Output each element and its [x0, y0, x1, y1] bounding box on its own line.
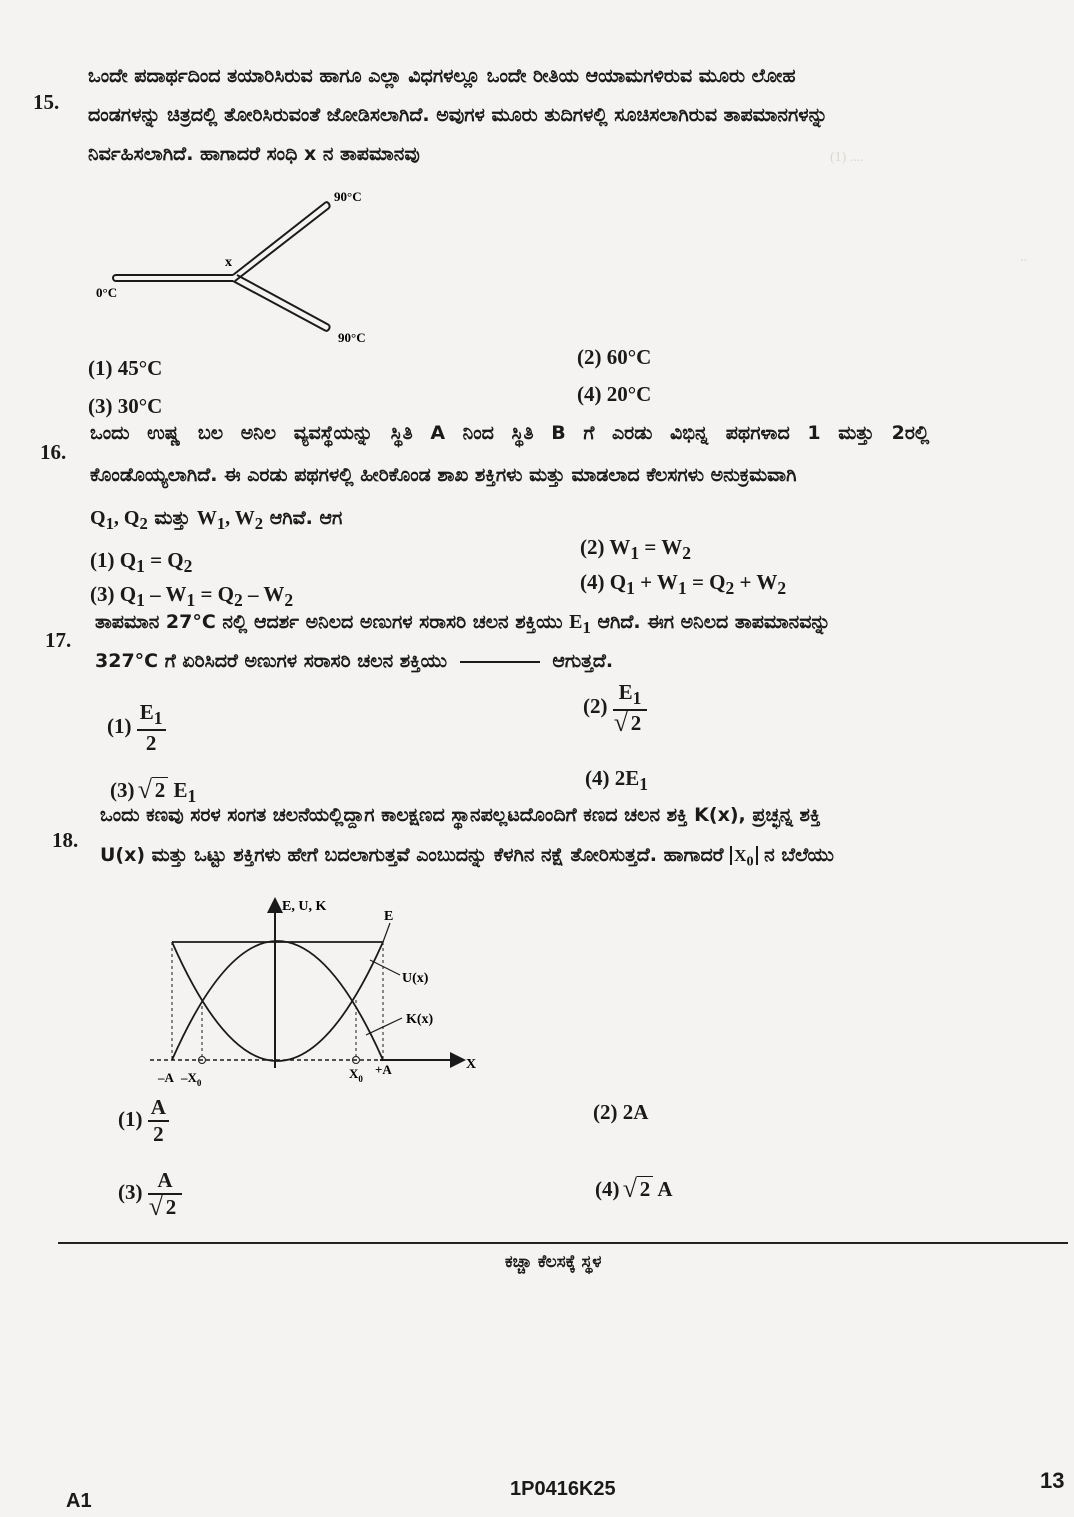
option-3[interactable]: (3) $Q_1 - W_1 = Q_2 - W_2$ — [90, 582, 294, 611]
option-4[interactable]: (4) 20°C — [577, 382, 652, 406]
option-4[interactable]: (4) √ 2 A — [595, 1177, 673, 1202]
option-3[interactable]: (3) A √ 2 — [118, 1168, 182, 1220]
tick-neg-x0: $-X_0$ — [181, 1070, 202, 1088]
total-energy-label: E — [384, 909, 394, 924]
option-1[interactable]: (1) $\frac{A}{2}$ — [118, 1095, 169, 1147]
potential-energy-curve — [172, 942, 383, 1061]
horizontal-rule — [58, 1242, 1068, 1244]
page-number: 13 — [1040, 1468, 1065, 1493]
option-1[interactable]: (1) $\frac{E_1}{2}$ — [107, 700, 166, 756]
question-text: ಒಂದು ಕಣವು ಸರಳ ಸಂಗತ ಚಲನೆಯಲ್ಲಿದ್ದಾಗ ಕಾಲಕ್ಷಣದ ಸ್ಥಾನಪಲ್ಲಟದೊಂದಿಗೆ ಕಣದ ಚಲನ ಶಕ್ತಿ K(x), ಪ್ರಚ್ಛನ್ನ ಶಕ್ತಿ — [100, 804, 821, 826]
tick-pos-a: +A — [375, 1062, 392, 1077]
option-3[interactable]: (3) √ 2 $E_1$ — [110, 778, 196, 807]
question-text: 327°C ಗೆ ಏರಿಸಿದರೆ ಅಣುಗಳ ಸರಾಸರಿ ಚಲನ ಶಕ್ತಿಯು ಆಗುತ್ತದೆ. — [95, 650, 614, 672]
question-text-with-symbols: $Q_1$, $Q_2$ ಮತ್ತು $W_1$, $W_2$ ಆಗಿವೆ. ಆಗ — [90, 507, 343, 533]
rod-junction-figure — [88, 180, 388, 350]
left-rod — [113, 275, 233, 281]
energy-displacement-graph — [150, 890, 500, 1090]
upper-rod — [233, 202, 330, 281]
question-text: ತಾಪಮಾನ 27°C ನಲ್ಲಿ ಆದರ್ಶ ಅನಿಲದ ಅಣುಗಳ ಸರಾಸರಿ ಚಲನ ಶಕ್ತಿಯು $E_1$ ಆಗಿದೆ. ಈಗ ಅನಿಲದ ತಾಪಮಾನವನ್ನು — [95, 611, 831, 637]
kinetic-energy-label: K(x) — [406, 1012, 434, 1027]
x-axis-label: X — [466, 1057, 477, 1072]
option-4[interactable]: (4) $2E_1$ — [585, 766, 648, 795]
option-4[interactable]: (4) $Q_1 + W_1 = Q_2 + W_2$ — [580, 570, 787, 599]
option-2[interactable]: (2) 60°C — [577, 345, 652, 369]
bleed-through-text: .. — [1020, 250, 1027, 265]
top-temp-label: 90°C — [334, 189, 362, 204]
bottom-temp-label: 90°C — [338, 330, 366, 345]
question-number: 15. — [33, 90, 60, 114]
footer-code: 1P0416K25 — [510, 1478, 616, 1500]
question-text: ಒಂದು ಉಷ್ಣ ಬಲ ಅನಿಲ ವ್ಯವಸ್ಥೆಯನ್ನು ಸ್ಥಿತಿ A ನಿಂದ ಸ್ಥಿತಿ B ಗೆ ಎರಡು ವಿಭಿನ್ನ ಪಥಗಳಾದ 1 ಮತ್ತು 2ರಲ್ಲಿ — [90, 422, 930, 444]
question-text: ನಿರ್ವಹಿಸಲಾಗಿದೆ. ಹಾಗಾದರೆ ಸಂಧಿ x ನ ತಾಪಮಾನವು — [88, 143, 420, 165]
bleed-through-text: (1) .... — [830, 150, 864, 165]
question-number: 18. — [52, 828, 79, 852]
kinetic-energy-curve — [172, 941, 383, 1060]
option-2[interactable]: (2) 2A — [593, 1100, 649, 1124]
question-text: ದಂಡಗಳನ್ನು ಚಿತ್ರದಲ್ಲಿ ತೋರಿಸಿರುವಂತೆ ಜೋಡಿಸಲಾಗಿದೆ. ಅವುಗಳ ಮೂರು ತುದಿಗಳಲ್ಲಿ ಸೂಚಿಸಲಾಗಿರುವ ತಾಪಮಾನಗಳನ್ನು — [88, 104, 828, 126]
option-2[interactable]: (2) $E_1$ √ 2 — [583, 680, 647, 736]
option-2[interactable]: (2) $W_1 = W_2$ — [580, 535, 691, 564]
rough-work-label: ಕಚ್ಚಾ ಕೆಲಸಕ್ಕೆ ಸ್ಥಳ — [505, 1252, 602, 1272]
question-number: 17. — [45, 628, 72, 652]
option-1[interactable]: (1) 45°C — [88, 356, 163, 380]
potential-energy-label: U(x) — [402, 971, 429, 986]
left-temp-label: 0°C — [96, 285, 118, 300]
tick-x0: $X_0$ — [349, 1066, 363, 1084]
question-text: ಒಂದೇ ಪದಾರ್ಥದಿಂದ ತಯಾರಿಸಿರುವ ಹಾಗೂ ಎಲ್ಲಾ ವಿಧಗಳಲ್ಲೂ ಒಂದೇ ರೀತಿಯ ಆಯಾಮಗಳಿರುವ ಮೂರು ಲೋಹ — [88, 65, 796, 87]
footer-version: A1 — [66, 1490, 92, 1512]
question-number: 16. — [40, 440, 67, 464]
junction-label: x — [225, 255, 232, 270]
option-3[interactable]: (3) 30°C — [88, 394, 163, 418]
tick-neg-a: –A — [158, 1070, 174, 1085]
option-1[interactable]: (1) $Q_1 = Q_2$ — [90, 548, 193, 577]
y-axis-label: E, U, K — [282, 899, 327, 914]
lower-rod — [233, 275, 330, 331]
question-text: ಕೊಂಡೊಯ್ಯಲಾಗಿದೆ. ಈ ಎರಡು ಪಥಗಳಲ್ಲಿ ಹೀರಿಕೊಂಡ ಶಾಖ ಶಕ್ತಿಗಳು ಮತ್ತು ಮಾಡಲಾದ ಕೆಲಸಗಳು ಅನುಕ್ರಮವಾಗಿ — [90, 464, 797, 486]
question-text: U(x) ಮತ್ತು ಒಟ್ಟು ಶಕ್ತಿಗಳು ಹೇಗೆ ಬದಲಾಗುತ್ತವೆ ಎಂಬುದನ್ನು ಕೆಳಗಿನ ನಕ್ಷೆ ತೋರಿಸುತ್ತದೆ. ಹಾಗಾದರೆ $X_0$ ನ ಬೆಲೆಯು — [100, 844, 834, 870]
